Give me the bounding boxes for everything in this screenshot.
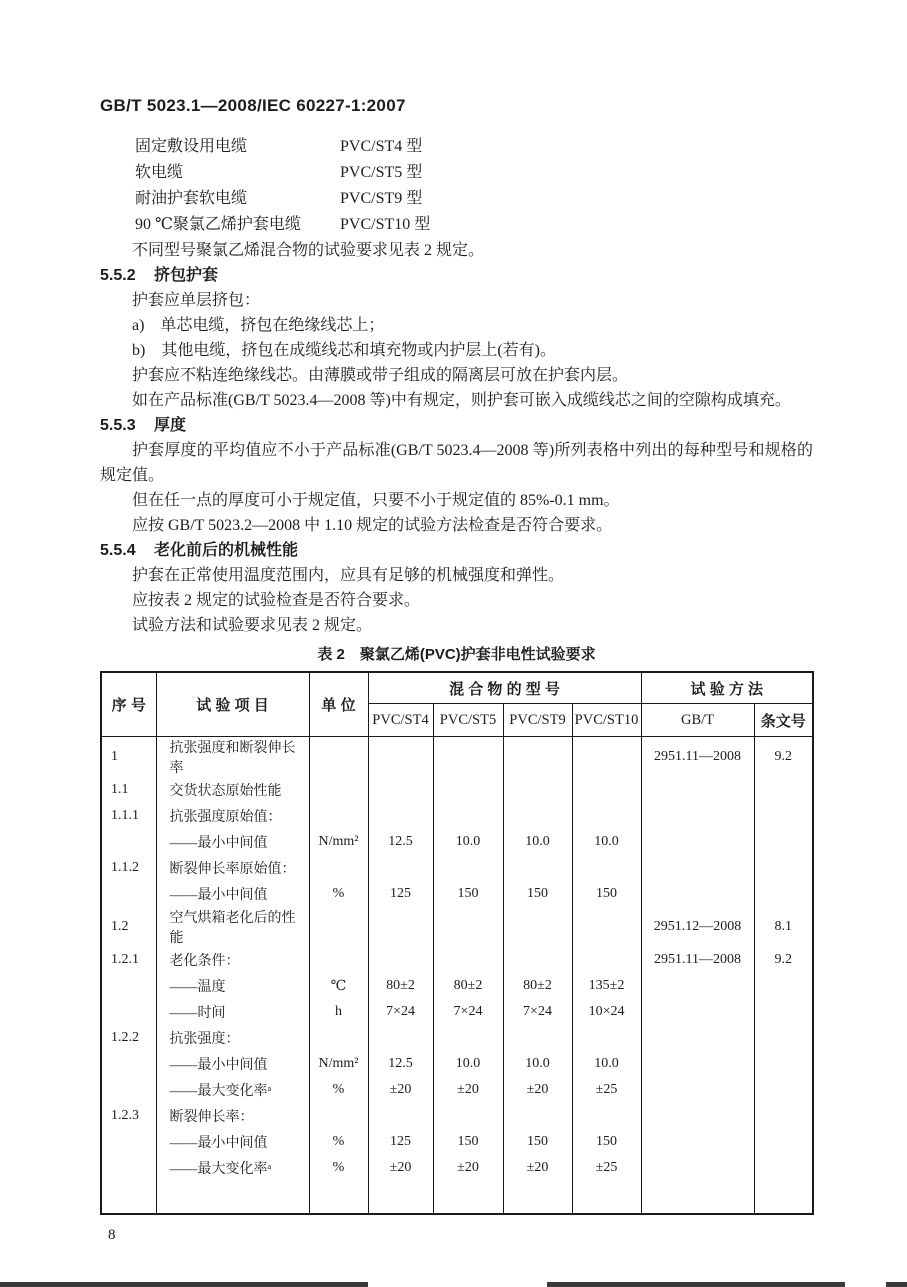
table-row xyxy=(101,1077,813,1103)
cable-type-row xyxy=(100,160,813,186)
cell-st4: ±20 xyxy=(368,1155,433,1181)
cell-no: 1.1.1 xyxy=(101,803,156,829)
cell-item: ——最小中间值 xyxy=(156,829,309,855)
cell-st4 xyxy=(368,737,433,778)
cell-st4 xyxy=(368,1103,433,1129)
table-row xyxy=(101,1129,813,1155)
col-header-st5: PVC/ST5 xyxy=(433,704,503,737)
cell-no: 1.2.2 xyxy=(101,1025,156,1051)
section-number: 5.5.3 xyxy=(100,417,136,434)
cell-st9: ±20 xyxy=(503,1155,572,1181)
cell-item: 交货状态原始性能 xyxy=(156,777,309,803)
cell-item: 抗张强度和断裂伸长率 xyxy=(156,737,309,778)
cell-empty xyxy=(572,1181,641,1214)
cell-empty xyxy=(101,1181,156,1214)
col-header-item: 试 验 项 目 xyxy=(156,672,309,737)
table-row xyxy=(101,999,813,1025)
cell-st9 xyxy=(503,737,572,778)
cell-gbt xyxy=(641,777,754,803)
cell-unit: % xyxy=(309,881,368,907)
table-body xyxy=(101,737,813,1215)
paragraph: 如在产品标准(GB/T 5023.4—2008 等)中有规定，则护套可嵌入成缆线芯之间的空隙构成填充。 xyxy=(132,392,791,409)
table-title: 表 2 聚氯乙烯(PVC)护套非电性试验要求 xyxy=(317,646,596,663)
cell-st5: ±20 xyxy=(433,1155,503,1181)
cell-gbt xyxy=(641,1077,754,1103)
cell-unit: h xyxy=(309,999,368,1025)
cable-name: 软电缆 xyxy=(135,164,184,181)
cell-clause xyxy=(754,803,813,829)
cell-st5 xyxy=(433,1025,503,1051)
cell-unit xyxy=(309,777,368,803)
cell-unit: % xyxy=(309,1129,368,1155)
cell-gbt xyxy=(641,803,754,829)
cell-st10: 10.0 xyxy=(572,1051,641,1077)
cell-gbt xyxy=(641,973,754,999)
cable-type-row xyxy=(100,212,813,238)
cell-unit xyxy=(309,855,368,881)
cell-st5 xyxy=(433,803,503,829)
cable-type: PVC/ST4 型 xyxy=(340,138,423,155)
cell-item: ——最小中间值 xyxy=(156,1051,309,1077)
paragraph: 护套应不粘连绝缘线芯。由薄膜或带子组成的隔离层可放在护套内层。 xyxy=(132,367,629,384)
cell-gbt xyxy=(641,999,754,1025)
scan-edge-bar xyxy=(886,1282,907,1287)
cell-st10: 135±2 xyxy=(572,973,641,999)
cell-st9 xyxy=(503,1025,572,1051)
scan-edge-bar xyxy=(547,1282,845,1287)
cell-st10 xyxy=(572,777,641,803)
table-wrapper xyxy=(100,671,813,1215)
cell-st9: 10.0 xyxy=(503,1051,572,1077)
cell-gbt xyxy=(641,1051,754,1077)
table-row xyxy=(101,855,813,881)
cell-st10 xyxy=(572,1025,641,1051)
paragraph: 不同型号聚氯乙烯混合物的试验要求见表 2 规定。 xyxy=(132,242,485,259)
table-header xyxy=(101,672,813,737)
cell-clause: 8.1 xyxy=(754,907,813,947)
cell-unit xyxy=(309,803,368,829)
cell-st10: 10.0 xyxy=(572,829,641,855)
table-row xyxy=(101,1155,813,1181)
cable-name: 耐油护套软电缆 xyxy=(135,190,248,207)
cell-unit xyxy=(309,907,368,947)
cell-st4: 80±2 xyxy=(368,973,433,999)
cell-item: ——最大变化率ᵃ xyxy=(156,1077,309,1103)
cable-type: PVC/ST5 型 xyxy=(340,164,423,181)
list-item-a: a) 单芯电缆，挤包在绝缘线芯上； xyxy=(132,317,385,334)
cell-clause: 9.2 xyxy=(754,737,813,778)
cell-st4: 125 xyxy=(368,881,433,907)
cell-unit: % xyxy=(309,1155,368,1181)
cell-gbt xyxy=(641,881,754,907)
cell-gbt xyxy=(641,1155,754,1181)
cell-st9 xyxy=(503,947,572,973)
cell-empty xyxy=(368,1181,433,1214)
cell-st10 xyxy=(572,803,641,829)
section-title: 挤包护套 xyxy=(154,267,219,284)
cable-type-list xyxy=(100,134,813,238)
cell-gbt: 2951.11—2008 xyxy=(641,947,754,973)
cell-st10: ±25 xyxy=(572,1155,641,1181)
cell-st9: 150 xyxy=(503,881,572,907)
cell-st10 xyxy=(572,855,641,881)
cell-no: 1.1.2 xyxy=(101,855,156,881)
section-number: 5.5.4 xyxy=(100,542,136,559)
col-header-mixture-group: 混 合 物 的 型 号 xyxy=(368,672,641,704)
cell-st9 xyxy=(503,777,572,803)
cell-st9: 80±2 xyxy=(503,973,572,999)
cell-st9 xyxy=(503,803,572,829)
cell-unit: N/mm² xyxy=(309,1051,368,1077)
cell-st9: 150 xyxy=(503,1129,572,1155)
cable-type: PVC/ST9 型 xyxy=(340,190,423,207)
cell-unit: ℃ xyxy=(309,973,368,999)
cell-clause xyxy=(754,881,813,907)
cell-no xyxy=(101,829,156,855)
col-header-method-group: 试 验 方 法 xyxy=(641,672,813,704)
cell-gbt xyxy=(641,1025,754,1051)
cell-gbt: 2951.12—2008 xyxy=(641,907,754,947)
cell-st5: 7×24 xyxy=(433,999,503,1025)
table-row xyxy=(101,803,813,829)
table-row xyxy=(101,1051,813,1077)
cell-item: 抗张强度原始值： xyxy=(156,803,309,829)
cell-unit xyxy=(309,1103,368,1129)
cell-st5 xyxy=(433,947,503,973)
cell-st4 xyxy=(368,803,433,829)
cell-st5: 10.0 xyxy=(433,1051,503,1077)
paragraph: 但在任一点的厚度可小于规定值，只要不小于规定值的 85%-0.1 mm。 xyxy=(132,492,620,509)
cell-gbt: 2951.11—2008 xyxy=(641,737,754,778)
cell-st10 xyxy=(572,947,641,973)
cell-no: 1.2.3 xyxy=(101,1103,156,1129)
cell-st10 xyxy=(572,737,641,778)
cell-st5 xyxy=(433,907,503,947)
table-row xyxy=(101,737,813,778)
col-header-st10: PVC/ST10 xyxy=(572,704,641,737)
cell-gbt xyxy=(641,1103,754,1129)
cell-st4 xyxy=(368,907,433,947)
cell-unit: N/mm² xyxy=(309,829,368,855)
cell-st5: 80±2 xyxy=(433,973,503,999)
cell-item: ——最小中间值 xyxy=(156,1129,309,1155)
cell-st4 xyxy=(368,947,433,973)
paragraph: 护套应单层挤包： xyxy=(132,292,261,309)
section-title: 厚度 xyxy=(154,417,187,434)
cell-item: ——温度 xyxy=(156,973,309,999)
table-row xyxy=(101,881,813,907)
test-requirements-table xyxy=(100,671,814,1215)
cell-item: ——时间 xyxy=(156,999,309,1025)
cell-clause xyxy=(754,999,813,1025)
cell-st10 xyxy=(572,1103,641,1129)
section-heading-5-5-3 xyxy=(100,413,813,438)
col-header-unit: 单 位 xyxy=(309,672,368,737)
page-number: 8 xyxy=(108,1227,116,1243)
cell-gbt xyxy=(641,855,754,881)
cell-st9 xyxy=(503,1103,572,1129)
cell-empty xyxy=(309,1181,368,1214)
table-row xyxy=(101,907,813,947)
cell-st4 xyxy=(368,855,433,881)
cell-empty xyxy=(754,1181,813,1214)
cell-st5 xyxy=(433,777,503,803)
cell-unit xyxy=(309,1025,368,1051)
cell-no: 1 xyxy=(101,737,156,778)
table-filler-row xyxy=(101,1181,813,1214)
cable-type-row xyxy=(100,134,813,160)
cell-st4 xyxy=(368,777,433,803)
cell-clause xyxy=(754,829,813,855)
cell-item: 老化条件： xyxy=(156,947,309,973)
cell-clause xyxy=(754,1077,813,1103)
cell-st4 xyxy=(368,1025,433,1051)
cell-item: 抗张强度： xyxy=(156,1025,309,1051)
cell-empty xyxy=(433,1181,503,1214)
cell-no xyxy=(101,1129,156,1155)
cell-unit: % xyxy=(309,1077,368,1103)
cell-st5: 150 xyxy=(433,881,503,907)
cell-st10: 150 xyxy=(572,881,641,907)
cell-no: 1.2 xyxy=(101,907,156,947)
table-row xyxy=(101,1103,813,1129)
cell-st10: ±25 xyxy=(572,1077,641,1103)
paragraph: 应按 GB/T 5023.2—2008 中 1.10 规定的试验方法检查是否符合要求。 xyxy=(132,517,613,534)
cell-unit xyxy=(309,737,368,778)
cell-st5: 10.0 xyxy=(433,829,503,855)
cable-name: 固定敷设用电缆 xyxy=(135,138,248,155)
cell-st9: ±20 xyxy=(503,1077,572,1103)
cell-item: 空气烘箱老化后的性能 xyxy=(156,907,309,947)
cell-clause xyxy=(754,777,813,803)
cell-clause xyxy=(754,973,813,999)
section-title: 老化前后的机械性能 xyxy=(154,542,299,559)
section-number: 5.5.2 xyxy=(100,267,136,284)
cell-item: 断裂伸长率： xyxy=(156,1103,309,1129)
cell-no xyxy=(101,1051,156,1077)
cell-st4: 12.5 xyxy=(368,1051,433,1077)
cell-empty xyxy=(156,1181,309,1214)
section-heading-5-5-2 xyxy=(100,263,813,288)
table-row xyxy=(101,777,813,803)
cell-empty xyxy=(641,1181,754,1214)
list-item-b: b) 其他电缆，挤包在成缆线芯和填充物或内护层上(若有)。 xyxy=(132,342,556,359)
paragraph: 试验方法和试验要求见表 2 规定。 xyxy=(132,617,373,634)
cell-gbt xyxy=(641,829,754,855)
cell-clause xyxy=(754,1155,813,1181)
cell-st5: ±20 xyxy=(433,1077,503,1103)
paragraph: 应按表 2 规定的试验检查是否符合要求。 xyxy=(132,592,421,609)
cell-st4: 7×24 xyxy=(368,999,433,1025)
table-row xyxy=(101,947,813,973)
scan-edge-bar xyxy=(0,1282,368,1287)
table-row xyxy=(101,1025,813,1051)
cell-item: ——最小中间值 xyxy=(156,881,309,907)
cell-st4: 12.5 xyxy=(368,829,433,855)
col-header-gbt: GB/T xyxy=(641,704,754,737)
paragraph: 护套厚度的平均值应不小于产品标准(GB/T 5023.4—2008 等)所列表格中列出的每种型号和规格的规定值。 xyxy=(100,442,813,484)
cell-st10 xyxy=(572,907,641,947)
cell-clause xyxy=(754,855,813,881)
cell-no xyxy=(101,973,156,999)
paragraph: 护套在正常使用温度范围内，应具有足够的机械强度和弹性。 xyxy=(132,567,565,584)
col-header-st9: PVC/ST9 xyxy=(503,704,572,737)
cell-gbt xyxy=(641,1129,754,1155)
cell-st10: 10×24 xyxy=(572,999,641,1025)
cell-st9: 10.0 xyxy=(503,829,572,855)
cell-empty xyxy=(503,1181,572,1214)
cell-st4: 125 xyxy=(368,1129,433,1155)
cell-st4: ±20 xyxy=(368,1077,433,1103)
standard-number-header: GB/T 5023.1—2008/IEC 60227-1:2007 xyxy=(100,96,406,115)
col-header-no: 序 号 xyxy=(101,672,156,737)
cell-st5: 150 xyxy=(433,1129,503,1155)
col-header-clause: 条文号 xyxy=(754,704,813,737)
cell-no xyxy=(101,1077,156,1103)
cell-no xyxy=(101,881,156,907)
table-row xyxy=(101,973,813,999)
cell-item: ——最大变化率ᵃ xyxy=(156,1155,309,1181)
section-heading-5-5-4 xyxy=(100,538,813,563)
cell-no xyxy=(101,999,156,1025)
cell-st10: 150 xyxy=(572,1129,641,1155)
cell-st9 xyxy=(503,855,572,881)
cell-clause xyxy=(754,1051,813,1077)
cell-clause xyxy=(754,1129,813,1155)
cell-clause xyxy=(754,1103,813,1129)
cell-item: 断裂伸长率原始值： xyxy=(156,855,309,881)
cell-no: 1.1 xyxy=(101,777,156,803)
col-header-st4: PVC/ST4 xyxy=(368,704,433,737)
cell-no xyxy=(101,1155,156,1181)
cell-clause: 9.2 xyxy=(754,947,813,973)
cell-st9 xyxy=(503,907,572,947)
cable-type-row xyxy=(100,186,813,212)
cable-type: PVC/ST10 型 xyxy=(340,216,431,233)
table-row xyxy=(101,829,813,855)
cell-st5 xyxy=(433,737,503,778)
cell-st5 xyxy=(433,1103,503,1129)
cell-clause xyxy=(754,1025,813,1051)
cell-st5 xyxy=(433,855,503,881)
cell-unit xyxy=(309,947,368,973)
cable-name: 90 ℃聚氯乙烯护套电缆 xyxy=(135,216,301,233)
cell-no: 1.2.1 xyxy=(101,947,156,973)
cell-st9: 7×24 xyxy=(503,999,572,1025)
